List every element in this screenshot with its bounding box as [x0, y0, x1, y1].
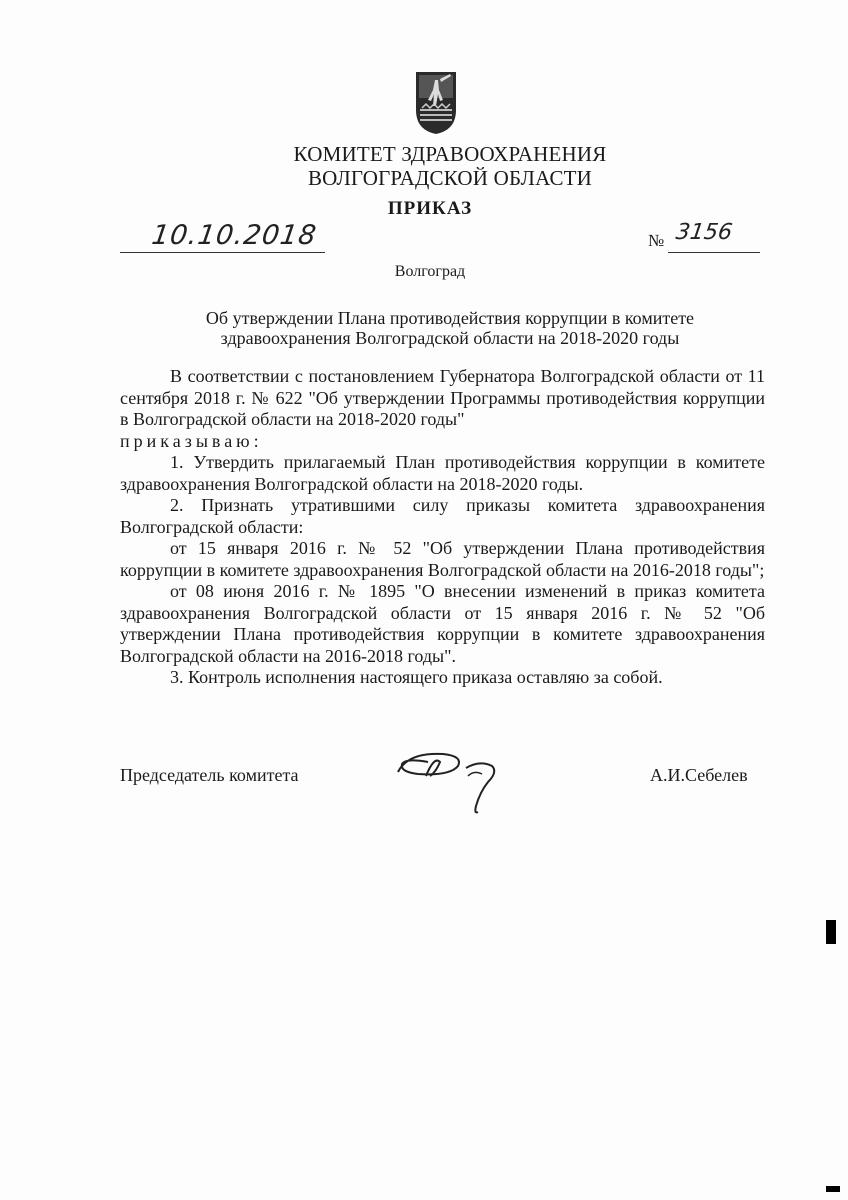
item-2-b: от 08 июня 2016 г. № 1895 "О внесении изменений в приказ комитета здравоохранения Волгоградской области от 15 января 2016 г. № 52 "Об утверждении Плана противодействия коррупции в комитете здравоохранения Волгоградской области на 2016-2018 годы".	[120, 581, 765, 666]
preamble: В соответствии с постановлением Губернатора Волгоградской области от 11 сентября 2018 г. № 622 "Об утверждении Программы противодействия коррупции в Волгоградской области на 2018-2020 годы"	[120, 366, 765, 429]
order-word: приказываю:	[120, 430, 263, 451]
signer-name: А.И.Себелев	[650, 765, 748, 785]
document-date: 10.10.2018	[149, 220, 319, 251]
volgograd-emblem-icon	[414, 70, 458, 136]
item-2-a: от 15 января 2016 г. № 52 "Об утверждении Плана противодействия коррупции в комитете здравоохранения Волгоградской области на 2016-2018 годы";	[120, 538, 765, 580]
date-underline	[120, 252, 325, 253]
org-line-1: КОМИТЕТ ЗДРАВООХРАНЕНИЯ	[293, 142, 607, 166]
item-1: 1. Утвердить прилагаемый План противодействия коррупции в комитете здравоохранения Волгоградской области на 2018-2020 годы.	[120, 452, 765, 494]
subject-line-2: здравоохранения Волгоградской области на 2018-2020 годы	[220, 328, 680, 348]
signer-title: Председатель комитета	[120, 765, 299, 785]
organization-name	[240, 142, 660, 190]
document-number: 3156	[674, 220, 734, 245]
number-underline	[668, 252, 760, 253]
scan-artifact	[826, 920, 836, 944]
city: Волгоград	[394, 263, 466, 280]
item-3: 3. Контроль исполнения настоящего приказа оставляю за собой.	[170, 667, 663, 687]
handwritten-signature-icon	[388, 742, 518, 822]
document-body	[120, 366, 765, 689]
document-subject	[150, 308, 750, 348]
document-type: ПРИКАЗ	[387, 198, 473, 219]
number-label: №	[648, 231, 665, 250]
subject-line-1: Об утверждении Плана противодействия коррупции в комитете	[205, 308, 695, 328]
scan-artifact	[826, 1186, 840, 1192]
item-2: 2. Признать утратившими силу приказы комитета здравоохранения Волгоградской области:	[120, 495, 765, 537]
org-line-2: ВОЛГОГРАДСКОЙ ОБЛАСТИ	[307, 166, 593, 190]
